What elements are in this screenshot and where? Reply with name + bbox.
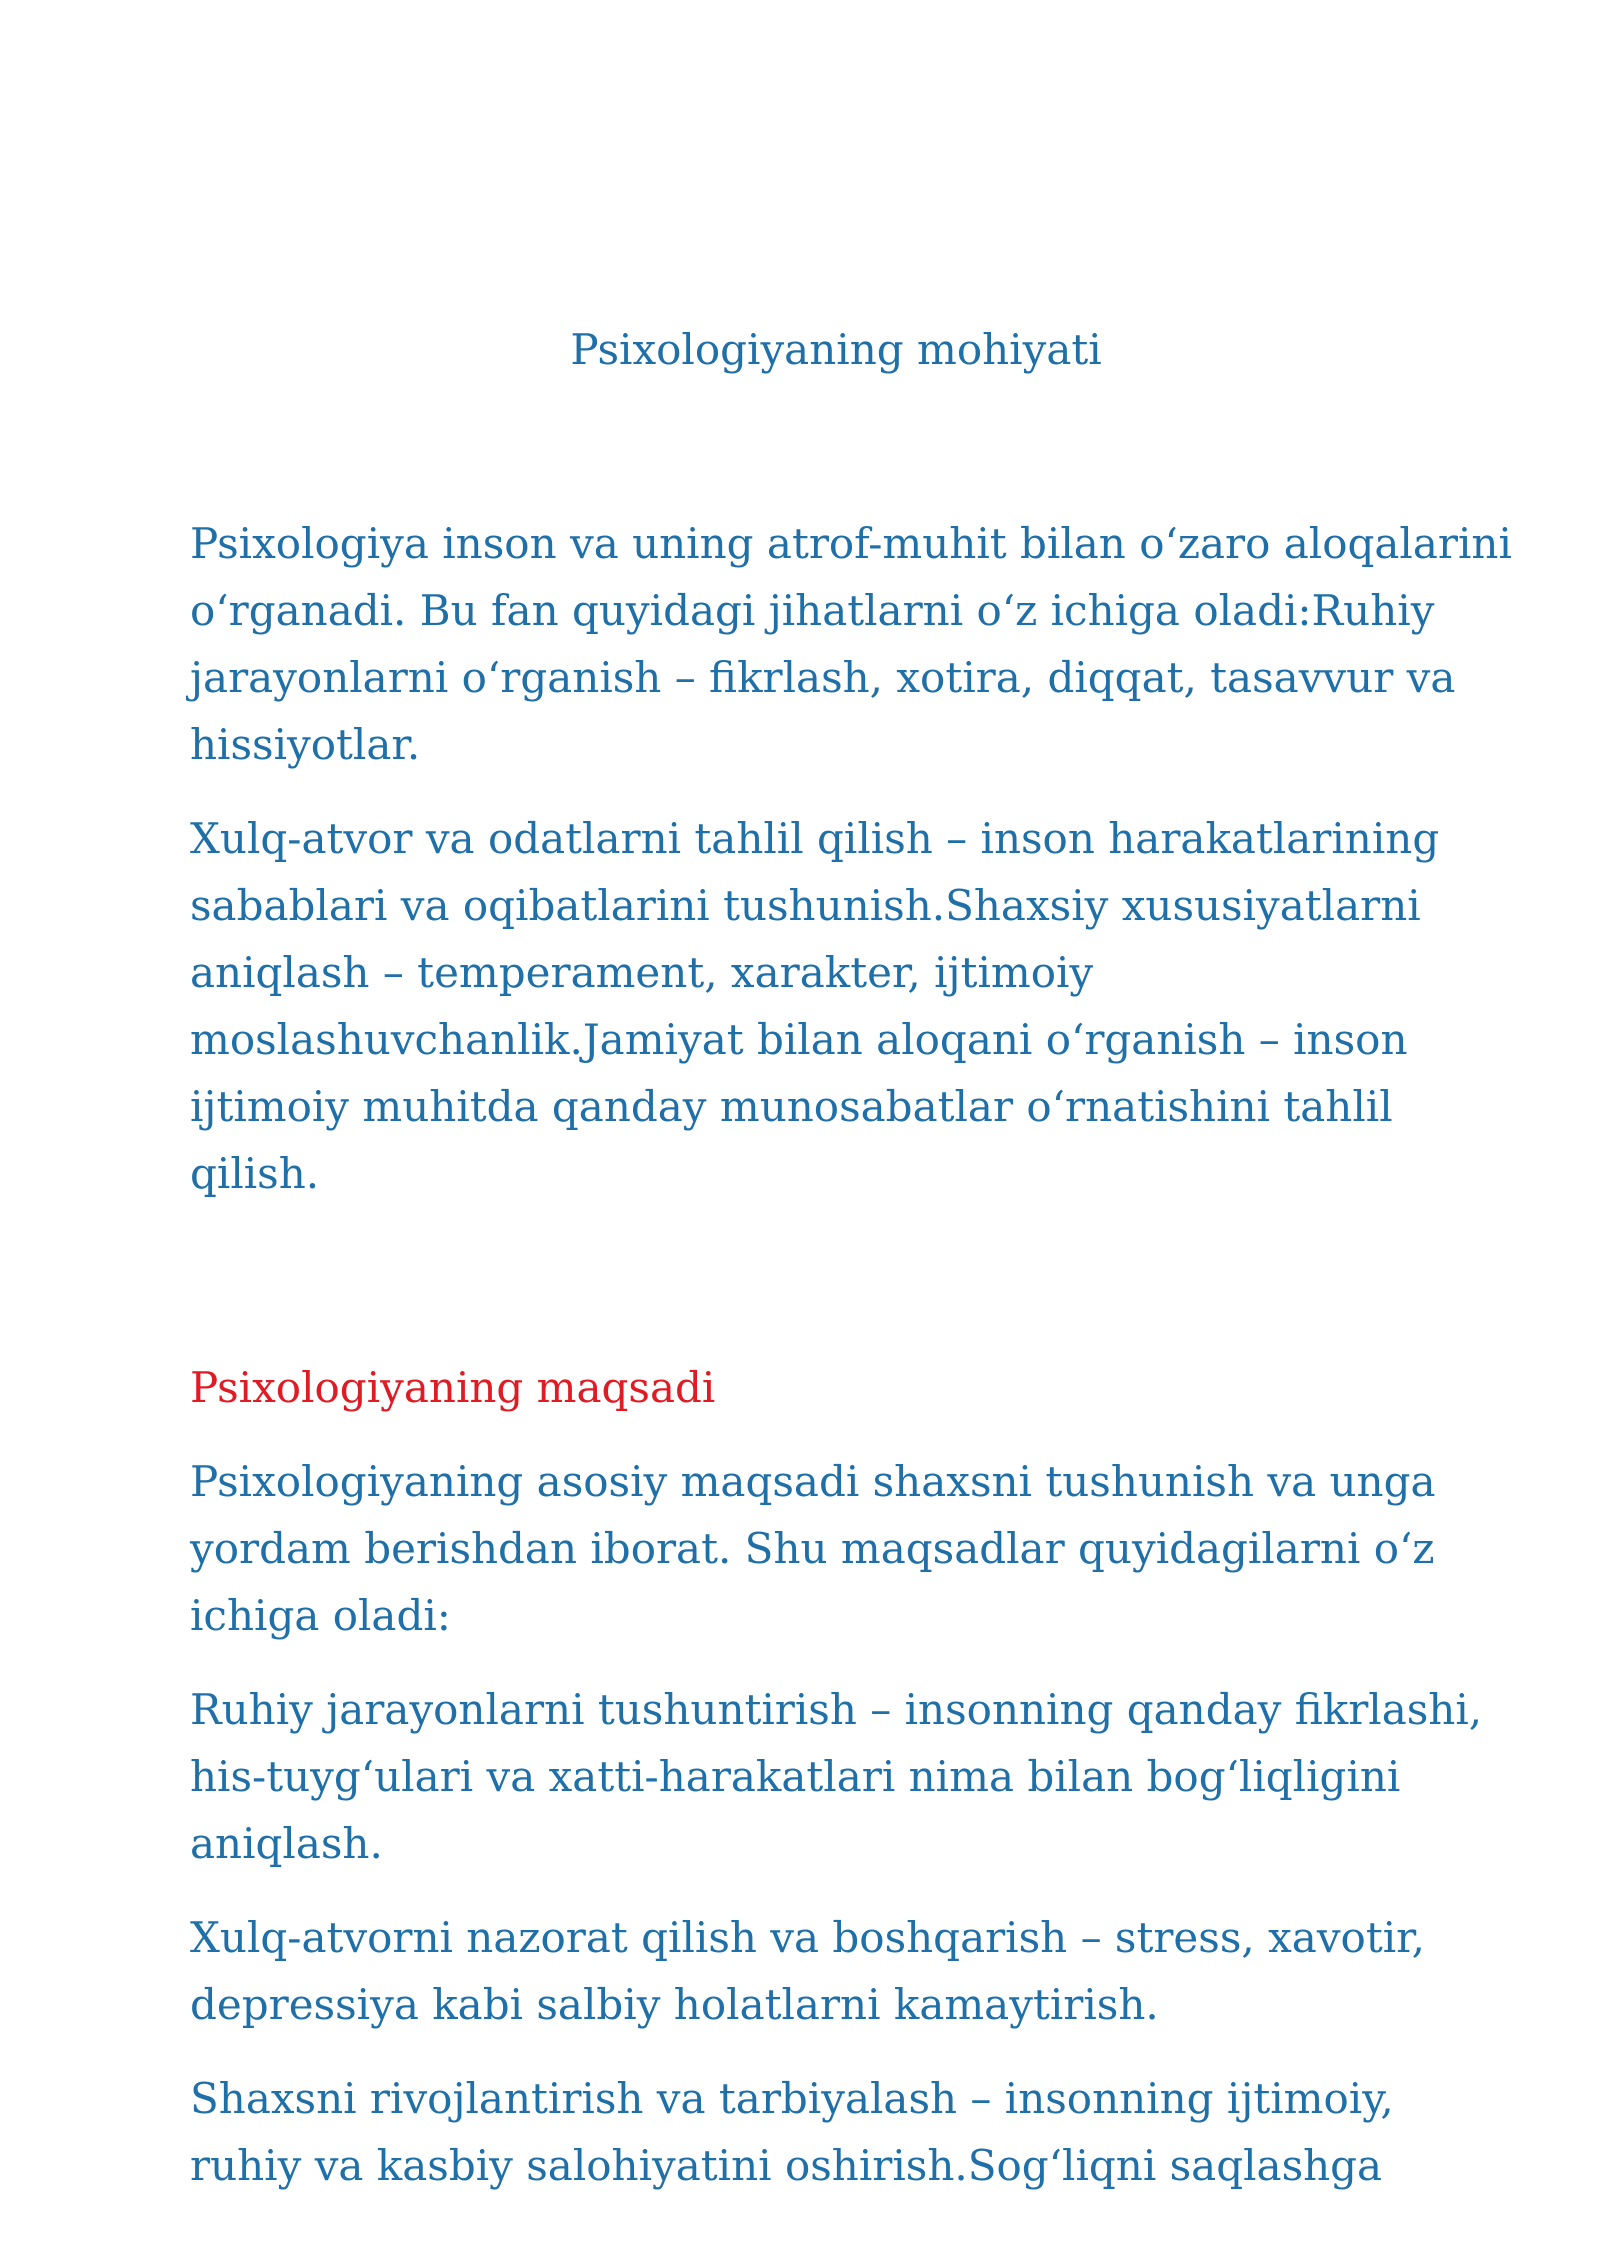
paragraph [190, 1904, 1490, 2038]
paragraph [190, 1448, 1490, 1649]
paragraph [190, 2065, 1490, 2199]
document-title: Psixologiyaning mohiyati [570, 325, 1102, 374]
paragraph [190, 510, 1512, 778]
text-line: aniqlash. [190, 1819, 383, 1868]
section-spacer [190, 1234, 1490, 1354]
section-mohiyati [190, 510, 1512, 1207]
document-body [190, 510, 1512, 2226]
text-line: Psixologiya inson va uning atrof-muhit bilan o‘zaro aloqalarini [190, 519, 1512, 568]
text-line: Ruhiy jarayonlarni tushuntirish – insonning qanday fikrlashi, [190, 1685, 1483, 1734]
text-line: moslashuvchanlik.Jamiyat bilan aloqani o‘rganish – inson [190, 1015, 1408, 1064]
text-line: depressiya kabi salbiy holatlarni kamaytirish. [190, 1980, 1159, 2029]
text-line: yordam berishdan iborat. Shu maqsadlar quyidagilarni o‘z [190, 1524, 1435, 1573]
text-line: his-tuyg‘ulari va xatti-harakatlari nima bilan bog‘liqligini [190, 1752, 1401, 1801]
text-line: o‘rganadi. Bu fan quyidagi jihatlarni o‘z ichiga oladi:Ruhiy [190, 586, 1435, 635]
text-line: Xulq-atvor va odatlarni tahlil qilish – inson harakatlarining [190, 814, 1440, 863]
text-line: Psixologiyaning asosiy maqsadi shaxsni tushunish va unga [190, 1457, 1436, 1506]
paragraph [190, 805, 1490, 1207]
paragraph [190, 1676, 1490, 1877]
text-line: sabablari va oqibatlarini tushunish.Shaxsiy xususiyatlarni [190, 881, 1421, 930]
text-line: ichiga oladi: [190, 1591, 451, 1640]
text-line: ruhiy va kasbiy salohiyatini oshirish.Sog‘liqni saqlashga [190, 2141, 1383, 2190]
text-line: ijtimoiy muhitda qanday munosabatlar o‘rnatishini tahlil [190, 1082, 1393, 1131]
text-line: Shaxsni rivojlantirish va tarbiyalash – insonning ijtimoiy, [190, 2074, 1394, 2123]
text-line: Xulq-atvorni nazorat qilish va boshqarish – stress, xavotir, [190, 1913, 1425, 1962]
text-line: hissiyotlar. [190, 720, 421, 769]
text-line: aniqlash – temperament, xarakter, ijtimoiy [190, 948, 1094, 997]
text-line: qilish. [190, 1149, 320, 1198]
text-line: jarayonlarni o‘rganish – fikrlash, xotira, diqqat, tasavvur va [190, 653, 1456, 702]
section-maqsadi [190, 1354, 1490, 2199]
section-heading: Psixologiyaning maqsadi [190, 1363, 716, 1412]
